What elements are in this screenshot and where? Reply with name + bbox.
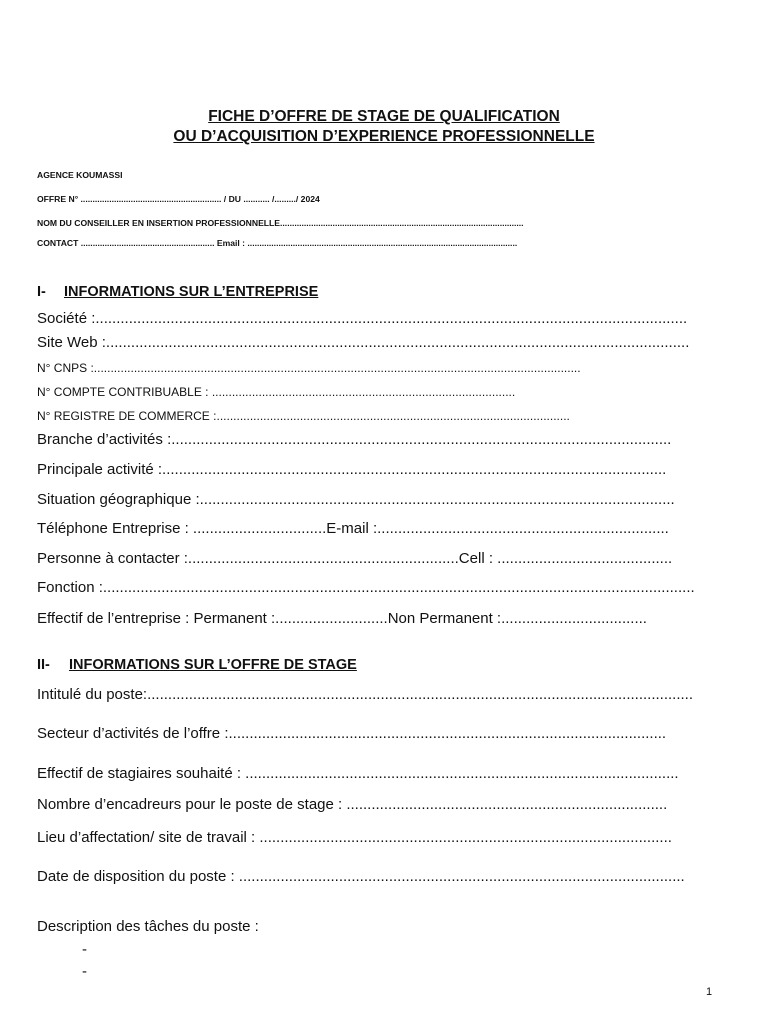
field-fonction: Fonction :.............................................................................................................................................. [37,579,695,596]
task-bullet-1: - [82,941,87,958]
task-bullet-2: - [82,963,87,980]
offer-number-line: OFFRE N° ........................................................... / DU ........... /........./ 2024 [37,194,320,204]
field-principale-activite: Principale activité :......................................................................................................................... [37,461,667,478]
section-2-number: II- [37,657,50,673]
field-secteur-activites: Secteur d’activités de l’offre :......................................................................................................... [37,725,667,742]
section-2-heading [37,657,357,673]
field-effectif-stagiaires: Effectif de stagiaires souhaité : ........................................................................................................ [37,765,679,782]
field-cnps: N° CNPS :.................................................................................................................................................. [37,361,581,375]
agency-name: AGENCE KOUMASSI [37,170,123,180]
field-societe: Société :.............................................................................................................................................. [37,310,688,327]
field-telephone-email: Téléphone Entreprise : ................................E-mail :...................................................................... [37,520,669,537]
page-number: 1 [706,986,713,998]
field-branche-activites: Branche d’activités :........................................................................................................................ [37,431,672,448]
field-effectif-entreprise: Effectif de l’entreprise : Permanent :...........................Non Permanent :................................... [37,610,647,627]
field-registre-commerce: N° REGISTRE DE COMMERCE :.......................................................................................................... [37,409,570,423]
field-compte-contribuable: N° COMPTE CONTRIBUABLE : ........................................................................................... [37,385,516,399]
section-1-heading [37,284,318,300]
section-1-number: I- [37,284,46,300]
field-intitule-poste: Intitulé du poste:................................................................................................................................... [37,686,694,703]
field-lieu-affectation: Lieu d’affectation/ site de travail : ................................................................................................... [37,829,672,846]
field-situation-geographique: Situation géographique :.................................................................................................................. [37,491,675,508]
section-1-label: INFORMATIONS SUR L’ENTREPRISE [64,284,319,300]
advisor-name-line: NOM DU CONSEILLER EN INSERTION PROFESSIONNELLE...................................................................................................... [37,218,524,228]
field-site-web: Site Web :............................................................................................................................................ [37,334,690,351]
contact-line: CONTACT ........................................................ Email : ................................................................................................................. [37,238,518,248]
field-description-taches: Description des tâches du poste : [37,918,259,935]
document-title-line-2: OU D’ACQUISITION D’EXPERIENCE PROFESSIONNELLE [173,128,595,145]
document-title-line-1: FICHE D’OFFRE DE STAGE DE QUALIFICATION [208,108,560,125]
section-2-label: INFORMATIONS SUR L’OFFRE DE STAGE [69,657,357,673]
field-nombre-encadreurs: Nombre d’encadreurs pour le poste de stage : ............................................................................. [37,796,668,813]
field-date-disposition: Date de disposition du poste : ........................................................................................................... [37,868,685,885]
field-personne-contact: Personne à contacter :.................................................................Cell : .......................................... [37,550,673,567]
